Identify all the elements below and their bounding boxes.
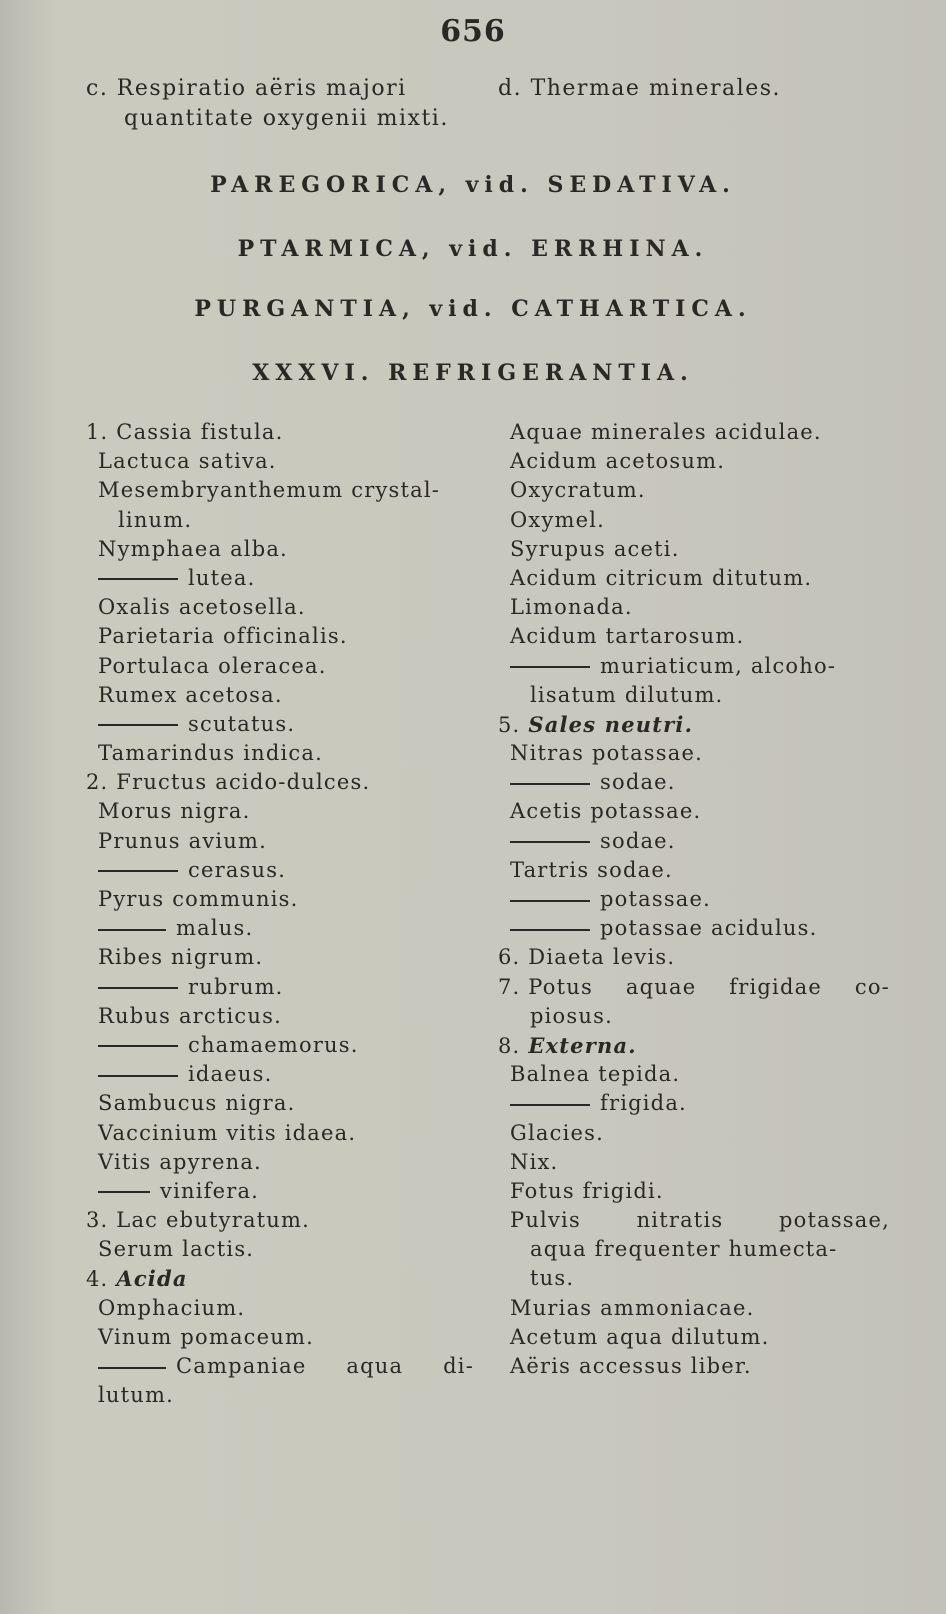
- list-item: 1. Cassia fistula.: [86, 420, 284, 444]
- list-item-text: potassae.: [600, 887, 712, 911]
- item-c-line1: c. Respiratio aëris majori: [86, 76, 407, 101]
- list-item: [86, 1060, 474, 1089]
- list-item: [86, 1177, 474, 1206]
- list-item: Pyrus communis.: [98, 887, 299, 911]
- word: frigidae: [729, 974, 822, 999]
- heading-refrigerantia: XXXVI. REFRIGERANTIA.: [252, 360, 694, 386]
- ditto-dash: [98, 929, 166, 931]
- list-item-text: sodae.: [600, 770, 676, 795]
- list-item: [498, 885, 890, 914]
- list-item-text: cerasus.: [188, 857, 287, 882]
- list-item: [498, 1206, 890, 1235]
- heading-paregorica: PAREGORICA, vid. SEDATIVA.: [210, 172, 736, 198]
- list-item: Balnea tepida.: [510, 1062, 681, 1087]
- list-item: Vinum pomaceum.: [98, 1324, 314, 1349]
- list-item-text: potassae acidulus.: [600, 916, 818, 941]
- list-item: Aëris accessus liber.: [510, 1354, 752, 1378]
- list-item-text: vinifera.: [160, 1178, 260, 1203]
- ditto-dash: [510, 929, 590, 931]
- list-item-text: muriaticum, alcoho-: [600, 653, 837, 678]
- list-item: Acidum acetosum.: [510, 449, 726, 474]
- word: aquae: [625, 974, 697, 999]
- list-item-italic: Externa.: [528, 1032, 637, 1058]
- list-item: 2. Fructus acido-dulces.: [86, 770, 371, 795]
- list-item: Murias ammoniacae.: [510, 1295, 755, 1320]
- list-item: [498, 914, 890, 943]
- ditto-dash: [98, 987, 178, 989]
- list-item: [86, 973, 474, 1002]
- left-column: [86, 418, 474, 1410]
- list-item: Nix.: [510, 1149, 559, 1174]
- page-number: 656: [440, 14, 506, 49]
- list-item: [86, 1264, 474, 1293]
- list-item-text: chamaemorus.: [188, 1032, 359, 1057]
- right-column: [498, 418, 890, 1381]
- list-item: Vitis apyrena.: [98, 1149, 262, 1174]
- list-item: [86, 564, 474, 593]
- ditto-dash: [510, 783, 590, 785]
- list-item: Rubus arcticus.: [98, 1003, 282, 1028]
- list-item: Acetum aqua dilutum.: [510, 1324, 770, 1349]
- list-item: [498, 1031, 890, 1060]
- list-item: Acidum tartarosum.: [510, 624, 745, 649]
- word: potassae,: [778, 1208, 890, 1233]
- list-item: piosus.: [530, 1003, 613, 1028]
- ditto-dash: [98, 1045, 178, 1047]
- list-item: Sambucus nigra.: [98, 1091, 296, 1116]
- list-item: Serum lactis.: [98, 1237, 255, 1262]
- list-item-text: [98, 1352, 306, 1381]
- ditto-dash: [510, 900, 590, 902]
- list-item-text: lutea.: [188, 565, 256, 590]
- list-item: Acetis potassae.: [510, 799, 702, 824]
- item-c-line2: quantitate oxygenii mixti.: [124, 106, 449, 131]
- list-item: linum.: [118, 507, 193, 532]
- list-item-italic: Sales neutri.: [528, 711, 694, 737]
- ditto-dash: [98, 578, 178, 580]
- list-item-number: 4.: [86, 1267, 109, 1292]
- ditto-dash: [98, 1191, 150, 1193]
- list-item-text: malus.: [176, 916, 254, 941]
- ditto-dash: [98, 724, 178, 726]
- list-item: Acidum citricum ditutum.: [510, 565, 813, 590]
- list-item: Lactuca sativa.: [98, 449, 277, 474]
- list-item-text: frigida.: [600, 1091, 687, 1116]
- list-item: Tamarindus indica.: [98, 741, 323, 766]
- list-item: Omphacium.: [98, 1295, 246, 1320]
- list-item: [498, 652, 890, 681]
- list-item: lisatum dilutum.: [530, 682, 724, 707]
- ditto-dash: [510, 1104, 590, 1106]
- ditto-dash: [98, 870, 178, 872]
- ditto-dash: [98, 1075, 178, 1077]
- list-item: lutum.: [98, 1383, 174, 1408]
- list-item: Parietaria officinalis.: [98, 624, 348, 649]
- word: nitratis: [636, 1208, 724, 1233]
- word: co-: [854, 974, 890, 999]
- list-item: Ribes nigrum.: [98, 945, 264, 970]
- list-item: [498, 1089, 890, 1118]
- list-item: tus.: [530, 1266, 575, 1291]
- word: aqua: [346, 1354, 404, 1378]
- list-item: [86, 914, 474, 943]
- list-item: [86, 710, 474, 739]
- list-item: [86, 1031, 474, 1060]
- list-item: [498, 827, 890, 856]
- list-item: [498, 768, 890, 797]
- list-item: Prunus avium.: [98, 828, 268, 853]
- list-item: Nitras potassae.: [510, 741, 703, 766]
- list-item: Tartris sodae.: [510, 857, 673, 882]
- list-item: [86, 856, 474, 885]
- list-item: Vaccinium vitis idaea.: [98, 1120, 357, 1145]
- list-item: Aquae minerales acidulae.: [510, 420, 822, 444]
- list-item: Rumex acetosa.: [98, 682, 283, 707]
- list-item: [86, 1352, 474, 1381]
- word: di-: [443, 1354, 474, 1378]
- list-item: Portulaca oleracea.: [98, 653, 327, 678]
- heading-purgantia: PURGANTIA, vid. CATHARTICA.: [194, 296, 752, 322]
- word: Campaniae: [176, 1354, 307, 1378]
- list-item: Nymphaea alba.: [98, 536, 288, 561]
- item-d-line1: d. Thermae minerales.: [498, 76, 781, 101]
- list-item-italic: Acida: [116, 1266, 188, 1292]
- list-item: aqua frequenter humecta-: [530, 1237, 838, 1262]
- list-item: Oxalis acetosella.: [98, 595, 306, 620]
- list-item: 6. Diaeta levis.: [498, 945, 676, 970]
- ditto-dash: [510, 841, 590, 843]
- list-item-text: scutatus.: [188, 711, 296, 736]
- word: Pulvis: [510, 1208, 581, 1233]
- list-item: Glacies.: [510, 1120, 604, 1145]
- list-item-number: 8.: [498, 1033, 521, 1058]
- list-item-text: sodae.: [600, 828, 676, 853]
- list-item: Limonada.: [510, 595, 633, 620]
- list-item-text: idaeus.: [188, 1062, 273, 1087]
- heading-ptarmica: PTARMICA, vid. ERRHINA.: [237, 236, 709, 262]
- list-item: [498, 710, 890, 739]
- list-item: Syrupus aceti.: [510, 536, 680, 561]
- list-item: 3. Lac ebutyratum.: [86, 1208, 311, 1233]
- list-item: [498, 973, 890, 1002]
- list-item-text: rubrum.: [188, 974, 284, 999]
- list-item: Oxycratum.: [510, 478, 646, 503]
- ditto-dash: [510, 666, 590, 668]
- word: 7. Potus: [498, 974, 593, 999]
- list-item: Fotus frigidi.: [510, 1178, 664, 1203]
- list-item-number: 5.: [498, 712, 521, 737]
- list-item: Morus nigra.: [98, 799, 251, 824]
- list-item: Oxymel.: [510, 507, 606, 532]
- ditto-dash: [98, 1367, 166, 1369]
- list-item: Mesembryanthemum crystal-: [98, 478, 441, 503]
